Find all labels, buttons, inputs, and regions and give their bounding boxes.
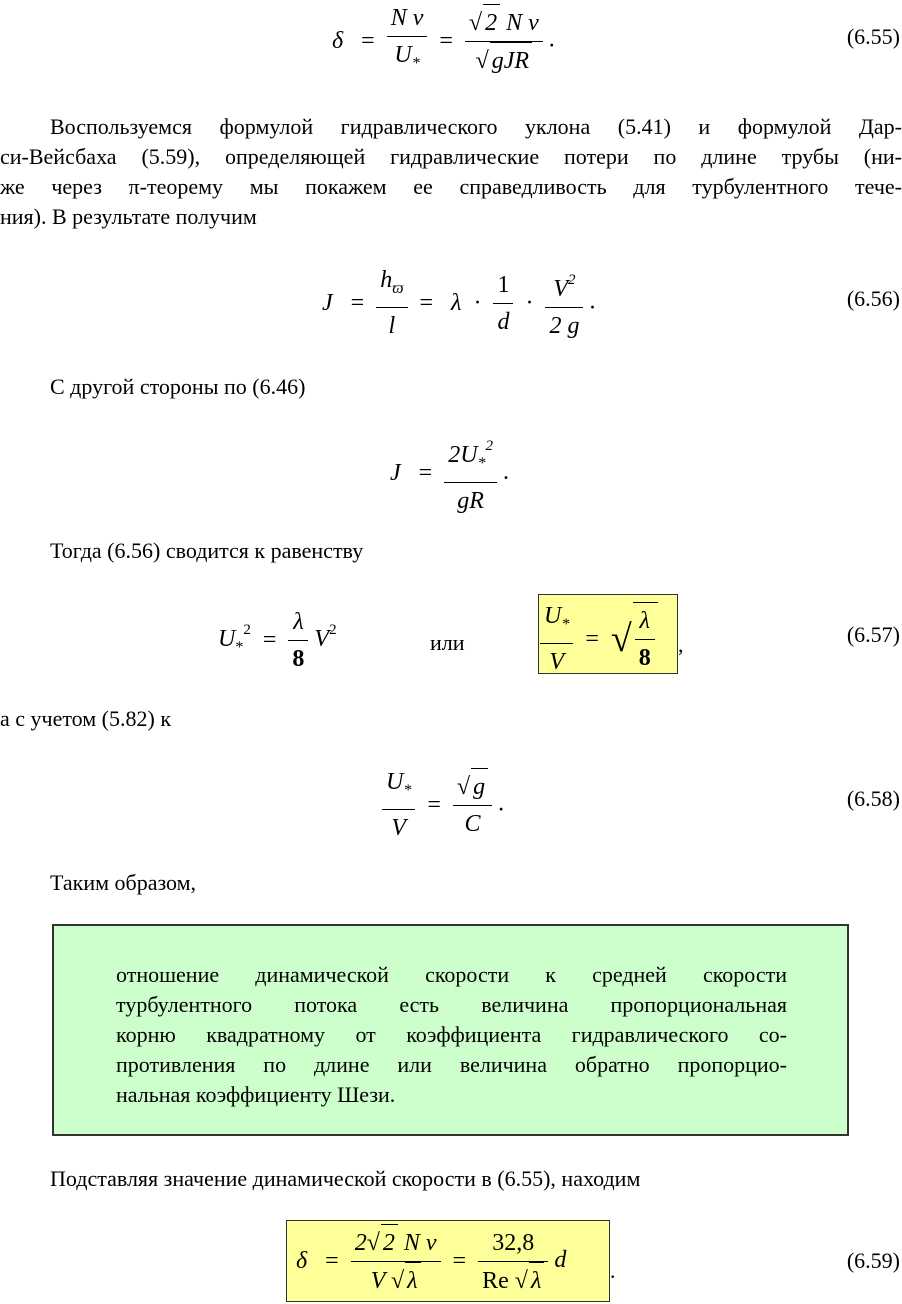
- conclusion-line-3: корню квадратному от коэффициента гидравлического со-: [116, 1022, 787, 1047]
- equation-6-55: δ = $\frac{\text{N ν}}{U_*}$ = $\frac{\text{√ 2 N ν}}{\text{√ gJR}}$ .: [326, 0, 555, 82]
- text-substituting: Подставляя значение динамической скорости в (6.55), находим: [50, 1166, 641, 1191]
- conclusion-line-5: нальная коэффициенту Шези.: [116, 1082, 396, 1107]
- text-or: или: [430, 630, 465, 655]
- paragraph-line-4: ния). В результате получим: [0, 204, 257, 229]
- equation-6-56: J = $\frac{h_ϖ}{l}$ = λ · $\frac{1}{d}$ · $\frac{V^2}{2 g}$ .: [316, 262, 595, 344]
- text-thus: Таким образом,: [50, 870, 197, 895]
- equation-6-57-right: $\frac{U_*}{V}$ = √ $\frac{\lambda}{8}$: [540, 598, 658, 680]
- equation-number-6-59: (6.59): [846, 1248, 900, 1273]
- equation-number-6-58: (6.58): [846, 786, 900, 811]
- equation-6-57-left: $U_*^2$ = $\frac{\lambda}{8}$ $V^2$: [218, 604, 337, 677]
- text-other-side: С другой стороны по (6.46): [50, 374, 306, 399]
- equation-number-6-57: (6.57): [846, 622, 900, 647]
- eq-6-57-comma: ,: [678, 632, 684, 657]
- equation-6-59: δ = $\frac{\text{2√ 2 N ν}}{V √ \lambda}$ = $\frac{32,8}{Re √ \lambda}$ d: [290, 1224, 566, 1299]
- conclusion-line-4: противления по длине или величина обратно пропорцио-: [116, 1052, 787, 1077]
- paragraph-line-2: си-Вейсбаха (5.59), определяющей гидравлические потери по длине трубы (ни-: [0, 144, 902, 169]
- text-then: Тогда (6.56) сводится к равенству: [50, 538, 364, 563]
- conclusion-box: [52, 924, 849, 1136]
- delta-symbol: δ: [332, 27, 344, 54]
- conclusion-line-2: турбулентного потока есть величина пропорциональная: [116, 992, 787, 1017]
- eq-6-59-dot: .: [610, 1258, 616, 1283]
- text-with-regard: а с учетом (5.82) к: [0, 706, 172, 731]
- paragraph-line-3: же через π-теорему мы покажем ее справедливость для турбулентного тече-: [0, 174, 902, 199]
- equation-number-6-55: (6.55): [846, 24, 900, 49]
- equation-6-46: J = $\frac{2U_*^2}{gR}$ .: [384, 428, 509, 519]
- equation-number-6-56: (6.56): [846, 286, 900, 311]
- paragraph-line-1: Воспользуемся формулой гидравлического уклона (5.41) и формулой Дар-: [50, 114, 902, 139]
- conclusion-line-1: отношение динамической скорости к средней скорости: [116, 962, 787, 987]
- equation-6-58: $\frac{U_*}{V}$ = $\frac{√ g}{C}$ .: [382, 764, 504, 846]
